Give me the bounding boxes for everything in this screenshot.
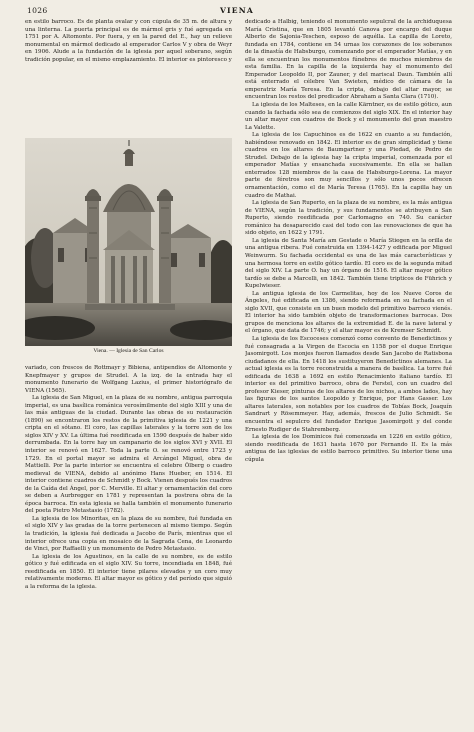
running-head xyxy=(27,6,447,18)
paragraph: La iglesia de los Capuchinos es de 1622 en cuanto a su fundación, habiéndose renovado en 1842. El interior es de gran simplicidad y tiene cuadros en los altares de Baumgartner y una Piedad, de Pedro de Strudel. Debajo de la iglesia hay la cripta imperial, comenzada por el emperador Matías y ensanchada sucesivamente. En ella se hallan enterrados 128 miembros de la casa de Habsburgo-Lorena. La mayor parte de féretros son muy sencillos y sólo unos pocos ofrecen ornamentación, como el de María Teresa (1765). En la capilla hay un cuadro de Mathai. xyxy=(245,132,452,199)
karlskirche-photo xyxy=(25,138,232,346)
paragraph: La antigua iglesia de los Carmelitas, hoy de los Nueve Coros de Ángeles, fué edificada en 1386, siendo reformada en su fachada en el siglo XVII, que consiste en un buen modelo del primitivo barroco vienés. El interior ha sido también objeto de transformaciones barrocas. Dos grupos de menciona los altares de la extremidad E. de la nave lateral y el órgano, que data de 1746; y el altar mayor es de Kremser Schmidt. xyxy=(245,290,452,335)
running-title: VIENA xyxy=(219,6,255,15)
figure-caption: Viena. — Iglesia de San Carlos xyxy=(93,348,164,354)
paragraph: dedicado a Halbig, teniendo el monumento sepulcral de la archiduquesa María Cristina, que en 1805 levantó Canova por encargo del duque Alberto de Sajonia-Teschen, esposo de aquélla. La capilla de Loreto, fundada en 1784, contiene en 54 urnas los corazones de los soberanos de la dinastía de Habsburgo, comenzando por el emperador Matías, y en ella se encuentran los monumentos fúnebres de muchos miembros de esta familia. En la capilla de la izquierda hay el monumento del Emperador Leopoldo II, por Zauner, y del mariscal Daun. También allí está enterrado el célebre Van Swieten, médico de cámara de la emperatriz María Teresa. En la cripta, debajo del altar mayor, se encuentran los restos del predicador Abraham a Santa Clara (1710). xyxy=(245,19,452,101)
page-number: 1026 xyxy=(27,6,48,15)
church-photo-figure xyxy=(25,138,232,362)
paragraph: La iglesia de San Ruperto, en la plaza de su nombre, es la más antigua de VIENA, según la tradición, y sus fundamentos se atribuyen a San Ruperto, siendo reedificada por Carlomagno en 740. Su carácter románico ha desaparecido casi del todo con las renovaciones de que ha sido objeto, en 1622 y 1791. xyxy=(245,200,452,237)
paragraph: variado, con frescos de Rottmayr y Bibiena, antipendios de Altomonte y Knepfmayer y grupos de Strudel. A la izq. de la entrada hay el monumento funerario de Wolfgang Lazius, el primer historiógrafo de VIENA (1565). xyxy=(25,365,232,394)
paragraph: La iglesia de Santa María am Gestade o María Stiegen en la orilla de una antigua ribera. Fué construida en 1394-1427 y edificada por Miguel Weinwurm. Su fachada occidental es una de las más características y una hermosa torre en estilo gótico tardío. El coro es de la segunda mitad del siglo XIV. La parte O. hay un órgano de 1516. El altar mayor gótico tardío se debe a Marcelli, en 1842. También tiene tripticos de Führich y Kupelwieser. xyxy=(245,237,452,290)
right-column xyxy=(245,19,452,727)
paragraph: en estilo barroco. Es de planta ovalar y con cúpula de 35 m. de altura y una linterna. La puerta principal es de mármol gris y fué agregada en 1751 por A. Altomonte. Por fuera, y en la pared del E., hay un relieve monumental en mármol dedicado al emperador Carlos V y obra de Weyr en 1906. Alude a la fundación de la iglesia por aquel soberano, según tradición popular, en el mismo emplazamiento. El interior es pintoresco y xyxy=(25,19,232,63)
left-column-bottom xyxy=(25,365,232,727)
paragraph: La iglesia de los Agustinos, en la calle de su nombre, es de estilo gótico y fué edificada en el siglo XIV. Su torre, incendiada en 1848, fué reedificada en 1850. El interior tiene pilares elevados y un coro muy relativamente moderno. El altar mayor es gótico y del período que siguió a la reforma de la iglesia. xyxy=(25,553,232,590)
paragraph: La iglesia de los Malteses, en la calle Kärntner, es de estilo gótico, aun cuando la fachada sólo sea de comienzos del siglo XIX. En el interior hay un altar mayor con cuadros de Bock y el monumento del gran maestro La Valette. xyxy=(245,102,452,131)
left-column-top xyxy=(25,19,232,137)
paragraph: La iglesia de los Minoritas, en la plaza de su nombre, fué fundada en el siglo XIV y las gradas de la torre pertenecen al mismo tiempo. Según la tradición, la iglesia fué dedicada a Jacobo de París, mientras que el interior ofrece una copia en mosaico de la Sagrada Cena, de Leonardo de Vinci, por Raffaelli y un monumento de Pedro Metastasio. xyxy=(25,515,232,553)
paragraph: La iglesia de los Escoceses comenzó como convento de Benedictinos y fué consagrada a la Virgen de Escocia en 1158 por el duque Enrique Jasomirgott. Los monjes fueron llamados desde San Jacobo de Ratisbona ciudadanos de ella. En 1418 los sustituyeron Benedictinos alemanes. La actual iglesia es la torre reconstruida a manera de basílica. La torre fué edificada de 1638 a 1692 en estilo Renacimiento italiano tardío. El interior es del primitivo barroco, obra de Ferstel, con un cuadro del profesor Kieser, pinturas de los altares de los nichos, a ambos lados, hay las figuras de los santos Leopoldo y Enrique, por Hans Gasser. Los altares laterales, son notables por los cuadros de Tobías Bock, Joaquín Sandrart y Rösemmeyer. Hay, además, frescos de Julio Schmidt. Se encuentra el sepulcro del fundador Enrique Jasomirgott y del conde Ernesto Rudiger de Stahremberg. xyxy=(245,335,452,433)
paragraph: La iglesia de San Miguel, en la plaza de su nombre, antigua parroquia imperial, es una basílica románica verosímilmente del siglo XIII y una de las más antiguas de la ciudad. Durante las obras de su restauración (1890) se encontraron los restos de la primitiva iglesia de 1221 y una cripta en el sótano. El coro, las capillas laterales y la torre son de los siglos XIV y XV. La última fué reedificada en 1590 después de haber sido derrumbada. En la torre hay un campanario de los siglos XVI y XVII. El interior se renovó en 1627. Toda la parte O. se renovó entre 1723 y 1729. En el portal mayor se admira el Arcángel Miguel, obra de Mattielli. Por la parte interior se encuentra el celebre Ölberg o cuadro medieval de VIENA, debido al anónimo Hans Hueber, en 1514. El interior contiene cuadros de Schmidt y Bock. Vienen después los cuadros de la Caída del Ángel, por C. Merville. El altar y ornamentación del coro se deben a Aurbregger en 1781 y representan la postrera obra de la época barroca. En esta iglesia se halla también el monumento funerario del poeta Pietro Metastasio (1782). xyxy=(25,395,232,515)
paragraph: La iglesia de los Dominicos fué comenzada en 1226 en estilo gótico, siendo reedificada de 1631 hasta 1670 por Fernando II. Es la más antigua de las iglesias de estilo barroco primitivo. Su interior tiene una cúpula xyxy=(245,434,452,463)
